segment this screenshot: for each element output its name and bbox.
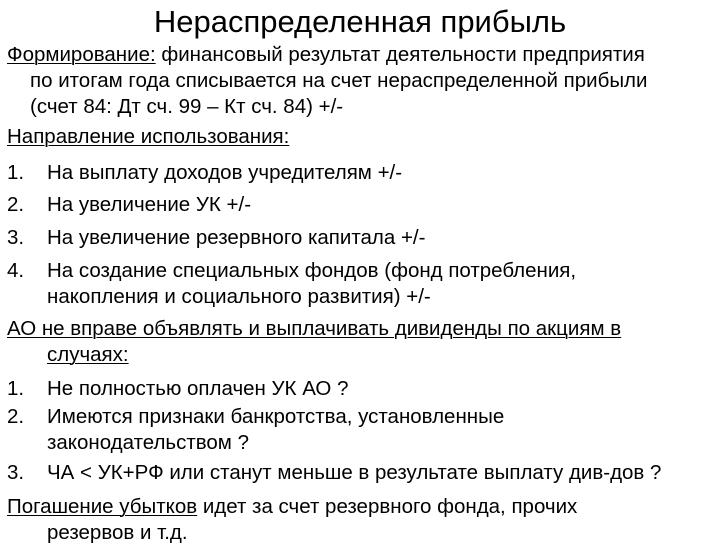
dividends-item-1-number: 1. (7, 377, 25, 400)
formation-line-2: по итогам года списывается на счет нераспределенной прибыли (30, 69, 648, 92)
usage-item-4-text-1: На создание специальных фондов (фонд потребления, (47, 259, 577, 282)
dividends-heading-2: случаях: (47, 343, 129, 366)
formation-label: Формирование: (7, 43, 156, 66)
usage-item-2-text: На увеличение УК +/- (47, 193, 252, 216)
formation-text-1: финансовый результат деятельности предприятия (155, 43, 645, 66)
usage-item-1-number: 1. (7, 161, 25, 184)
usage-item-4-text-2: накопления и социального развития) +/- (47, 285, 431, 308)
dividends-item-2-number: 2. (7, 405, 25, 428)
usage-item-2-number: 2. (7, 193, 25, 216)
formation-line-1 (7, 42, 645, 68)
usage-item-4-number: 4. (7, 259, 25, 282)
usage-item-1-text: На выплату доходов учредителям +/- (47, 161, 403, 184)
usage-heading: Направление использования: (7, 125, 290, 148)
dividends-heading-1: АО не вправе объявлять и выплачивать дивиденды по акциям в (7, 317, 622, 340)
dividends-item-3-text: ЧА < УК+РФ или станут меньше в результате выплату див-дов ? (47, 461, 662, 484)
dividends-item-3-number: 3. (7, 461, 25, 484)
dividends-item-2-text-2: законодательством ? (47, 431, 249, 454)
losses-line-2: резервов и т.д. (47, 521, 188, 544)
usage-item-3-number: 3. (7, 226, 25, 249)
dividends-item-2-text-1: Имеются признаки банкротства, установленные (47, 405, 505, 428)
formation-line-3: (счет 84: Дт сч. 99 – Кт сч. 84) +/- (30, 95, 344, 118)
losses-line-1 (7, 494, 577, 520)
usage-item-3-text: На увеличение резервного капитала +/- (47, 226, 426, 249)
losses-text-1: идет за счет резервного фонда, прочих (197, 495, 578, 518)
slide-title: Нераспределенная прибыль (153, 4, 567, 39)
dividends-item-1-text: Не полностью оплачен УК АО ? (47, 377, 349, 400)
losses-label: Погашение убытков (7, 495, 198, 518)
